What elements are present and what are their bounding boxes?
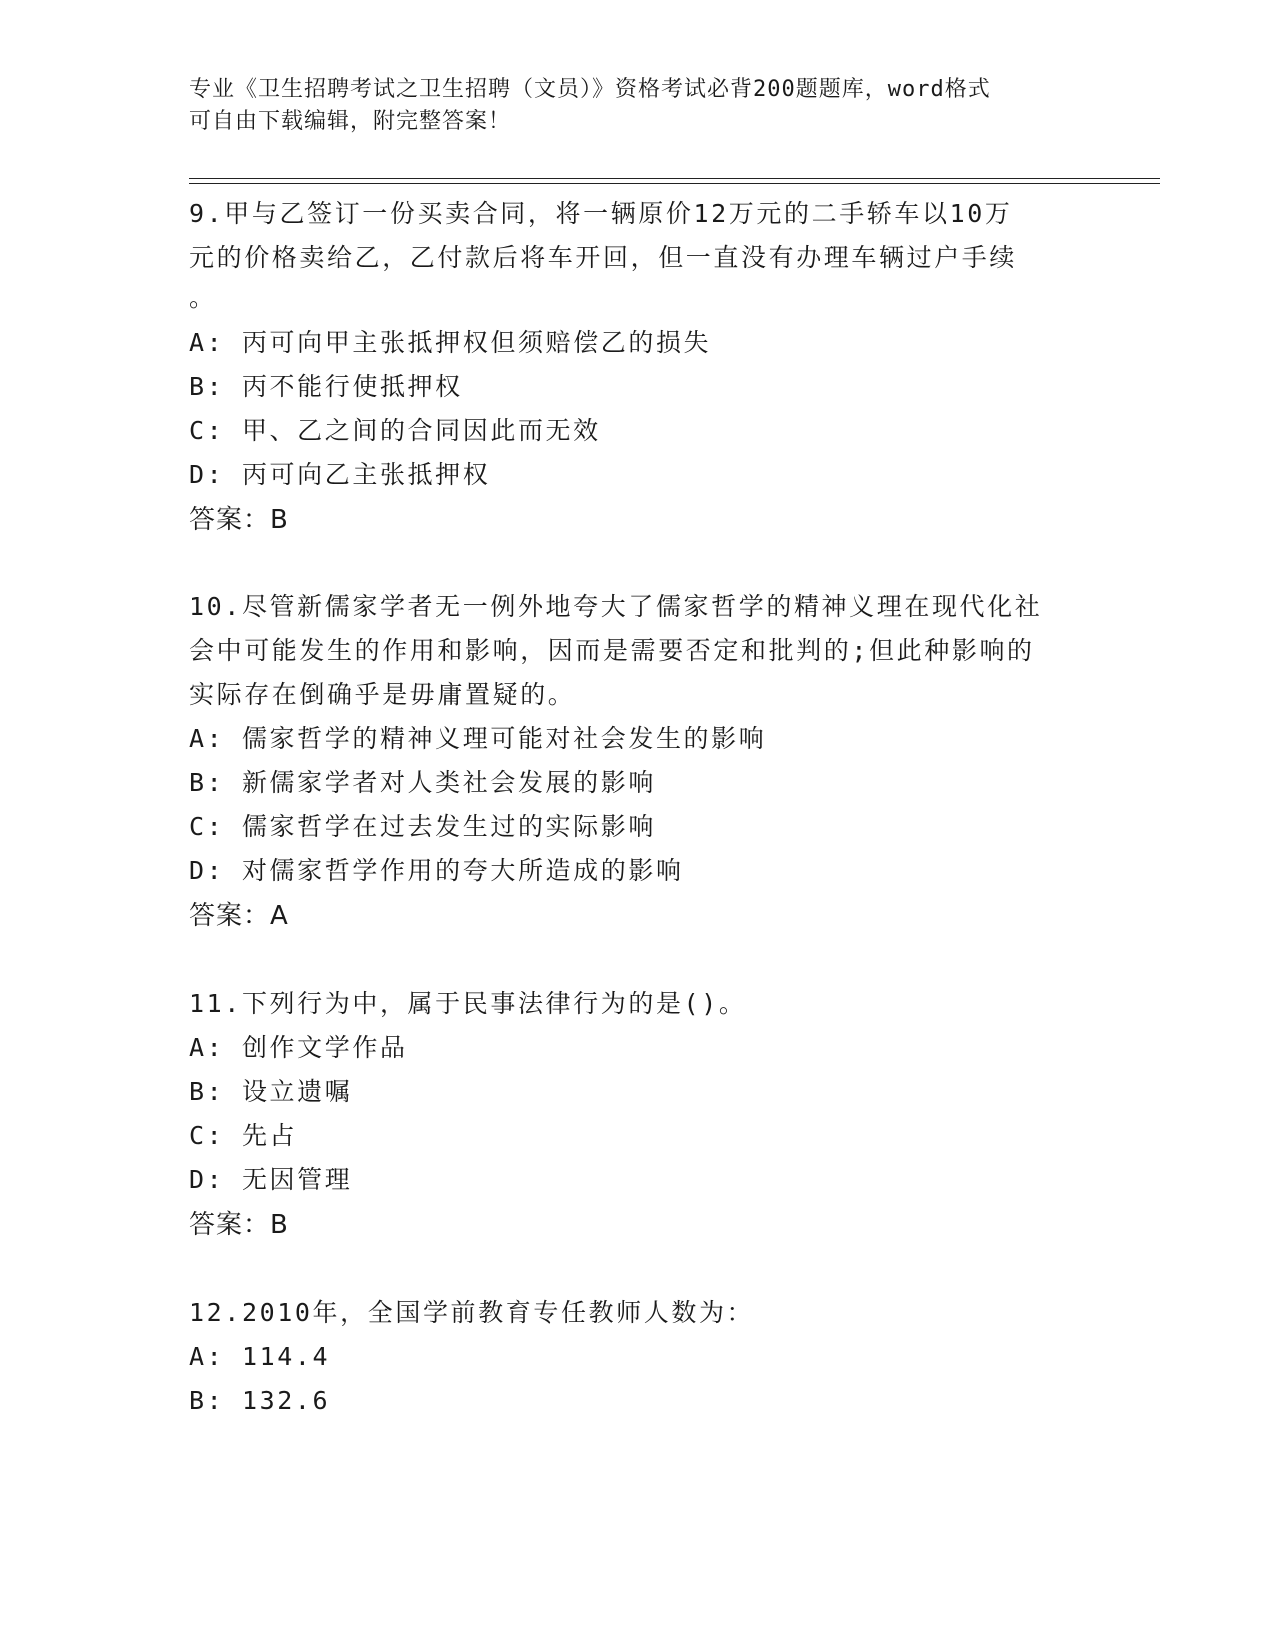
option-a: A: 114.4 (189, 1342, 331, 1371)
option-a: A: 创作文学作品 (189, 1033, 408, 1062)
question-stem-line: 会中可能发生的作用和影响，因而是需要否定和批判的;但此种影响的 (189, 636, 1035, 665)
header-divider-bottom (189, 183, 1160, 184)
option-a: A: 儒家哲学的精神义理可能对社会发生的影响 (189, 724, 767, 753)
option-b: B: 丙不能行使抵押权 (189, 372, 463, 401)
option-d: D: 对儒家哲学作用的夸大所造成的影响 (189, 856, 684, 885)
option-c: C: 甲、乙之间的合同因此而无效 (189, 416, 601, 445)
answer-label: 答案：B (189, 505, 289, 535)
header-line-1: 专业《卫生招聘考试之卫生招聘（文员）》资格考试必背200题题库，word格式 (189, 77, 991, 102)
option-b: B: 设立遗嘱 (189, 1077, 353, 1106)
question-stem-line: 元的价格卖给乙，乙付款后将车开回，但一直没有办理车辆过户手续 (189, 243, 1018, 272)
question-stem-line: 11.下列行为中，属于民事法律行为的是()。 (189, 989, 747, 1018)
answer-label: 答案：B (189, 1210, 289, 1240)
option-c: C: 儒家哲学在过去发生过的实际影响 (189, 812, 656, 841)
question-stem-line: 10.尽管新儒家学者无一例外地夸大了儒家哲学的精神义理在现代化社 (189, 592, 1043, 621)
header-divider-top (189, 178, 1160, 179)
option-c: C: 先占 (189, 1121, 298, 1150)
answer-label: 答案：A (189, 901, 289, 931)
header-line-2: 可自由下载编辑，附完整答案！ (189, 109, 512, 134)
document-header (189, 74, 1069, 138)
question-stem-line: 9.甲与乙签订一份买卖合同，将一辆原价12万元的二手轿车以10万 (189, 199, 1013, 228)
option-b: B: 132.6 (189, 1386, 331, 1415)
option-b: B: 新儒家学者对人类社会发展的影响 (189, 768, 656, 797)
option-a: A: 丙可向甲主张抵押权但须赔偿乙的损失 (189, 328, 712, 357)
question-stem-line: 12.2010年，全国学前教育专任教师人数为： (189, 1298, 755, 1327)
question-stem-line: 。 (189, 283, 217, 312)
option-d: D: 无因管理 (189, 1165, 353, 1194)
option-d: D: 丙可向乙主张抵押权 (189, 460, 491, 489)
question-stem-line: 实际存在倒确乎是毋庸置疑的。 (189, 680, 576, 709)
